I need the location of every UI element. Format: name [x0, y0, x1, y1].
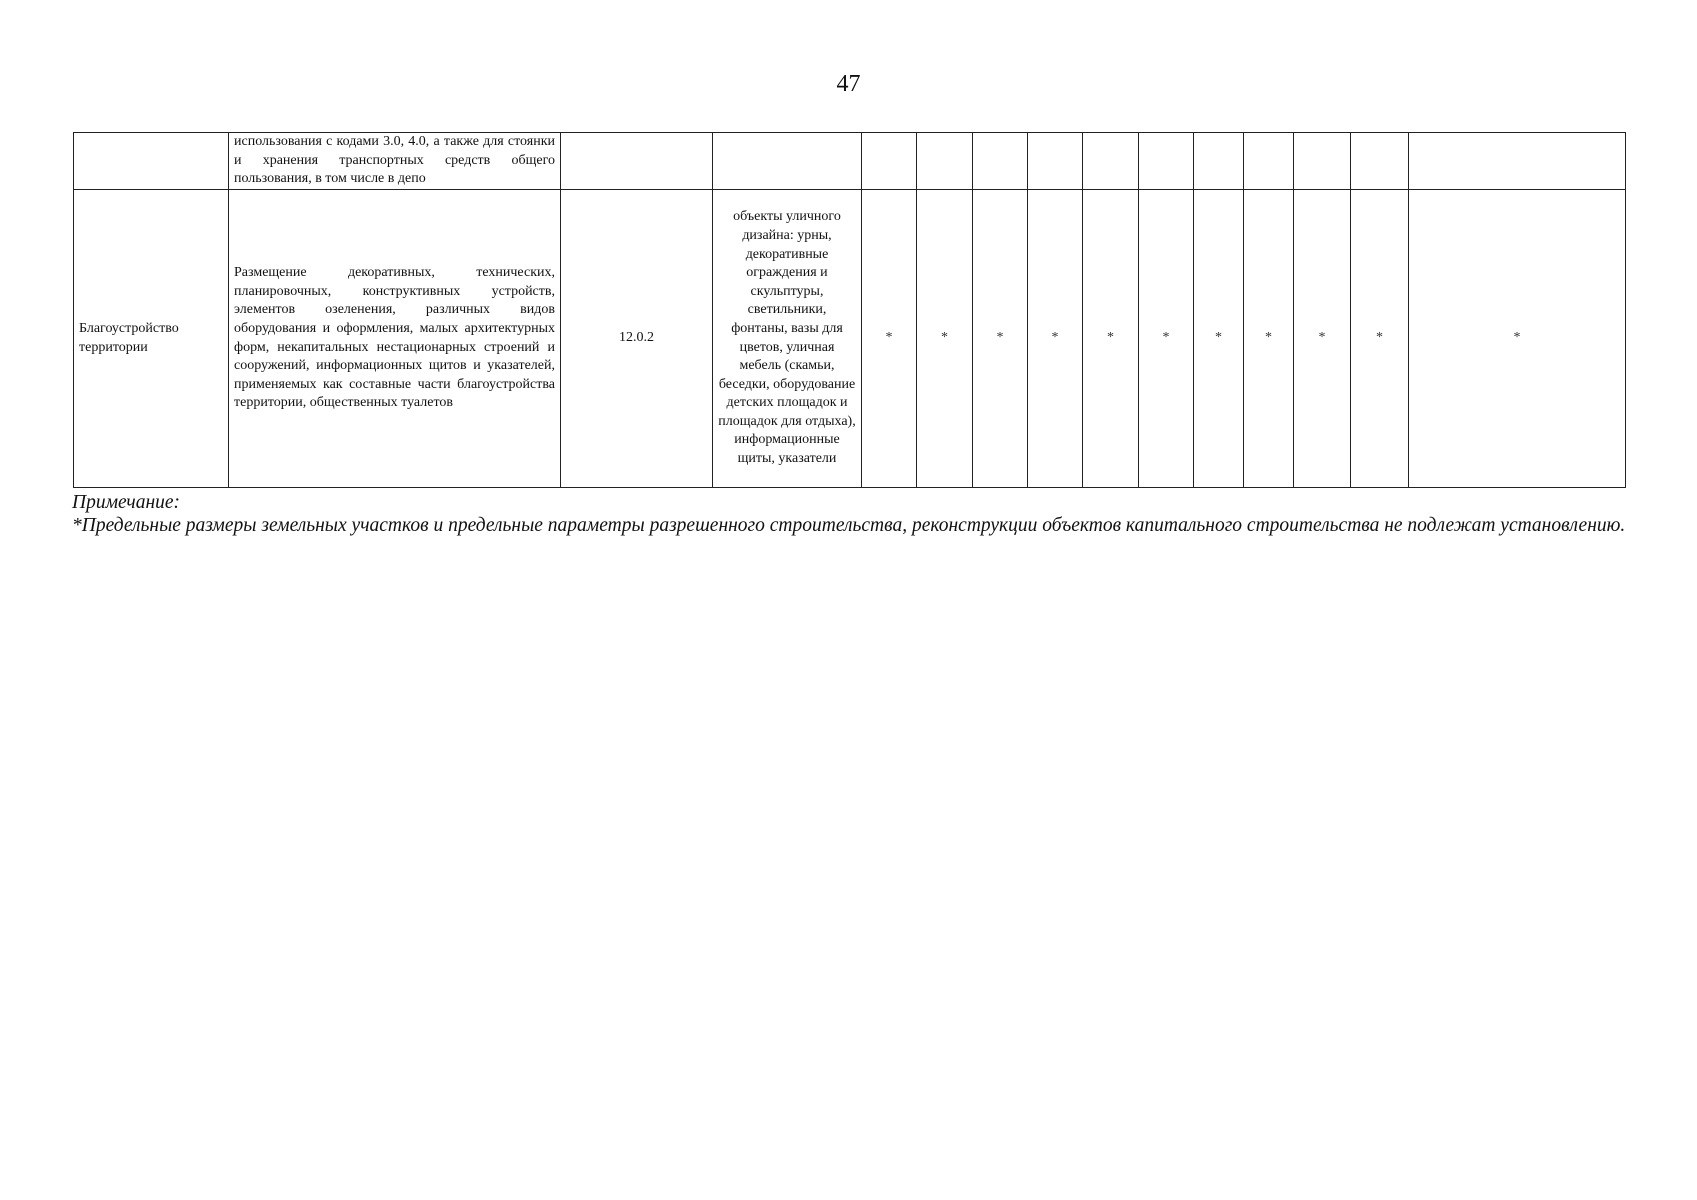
cell-param-empty	[1194, 133, 1244, 190]
cell-name-empty	[74, 133, 229, 190]
cell-code: 12.0.2	[561, 190, 713, 488]
cell-param: *	[1139, 190, 1194, 488]
cell-param-empty	[1028, 133, 1083, 190]
cell-param: *	[1194, 190, 1244, 488]
note-text: *Предельные размеры земельных участков и предельные параметры разрешенного строительства, реконструкции объектов капитального строительства не подлежат установлению.	[72, 515, 1626, 536]
table-row	[74, 133, 1626, 190]
cell-param: *	[1351, 190, 1409, 488]
cell-objects-empty	[713, 133, 862, 190]
cell-objects: объекты уличного дизайна: урны, декоративные ограждения и скульптуры, светильники, фонтаны, вазы для цветов, уличная мебель (скамьи, беседки, оборудование детских площадок и площадок для отдыха), информационные щиты, указатели	[713, 190, 862, 488]
cell-param: *	[862, 190, 917, 488]
page-number: 47	[836, 71, 861, 97]
cell-param: *	[1244, 190, 1294, 488]
note-title: Примечание:	[72, 492, 181, 513]
cell-description: Размещение декоративных, технических, планировочных, конструктивных устройств, элементов озеленения, различных видов оборудования и оформления, малых архитектурных форм, некапитальных нестационарных строений и сооружений, информационных щитов и указателей, применяемых как составные части благоустройства территории, общественных туалетов	[229, 190, 561, 488]
cell-param-empty	[1083, 133, 1139, 190]
cell-param: *	[917, 190, 973, 488]
cell-param-empty	[862, 133, 917, 190]
cell-param-empty	[1351, 133, 1409, 190]
cell-param: *	[973, 190, 1028, 488]
cell-description: использования с кодами 3.0, 4.0, а также для стоянки и хранения транспортных средств общего пользования, в том числе в депо	[229, 133, 561, 190]
cell-param-empty	[1409, 133, 1626, 190]
cell-code-empty	[561, 133, 713, 190]
land-use-table	[73, 132, 1626, 488]
cell-param-empty	[917, 133, 973, 190]
table-row	[74, 190, 1626, 488]
cell-param-empty	[1244, 133, 1294, 190]
cell-param-empty	[1139, 133, 1194, 190]
cell-param: *	[1083, 190, 1139, 488]
cell-param: *	[1028, 190, 1083, 488]
cell-param-empty	[1294, 133, 1351, 190]
cell-param: *	[1294, 190, 1351, 488]
cell-param-empty	[973, 133, 1028, 190]
cell-name: Благоустройство территории	[74, 190, 229, 488]
cell-param: *	[1409, 190, 1626, 488]
